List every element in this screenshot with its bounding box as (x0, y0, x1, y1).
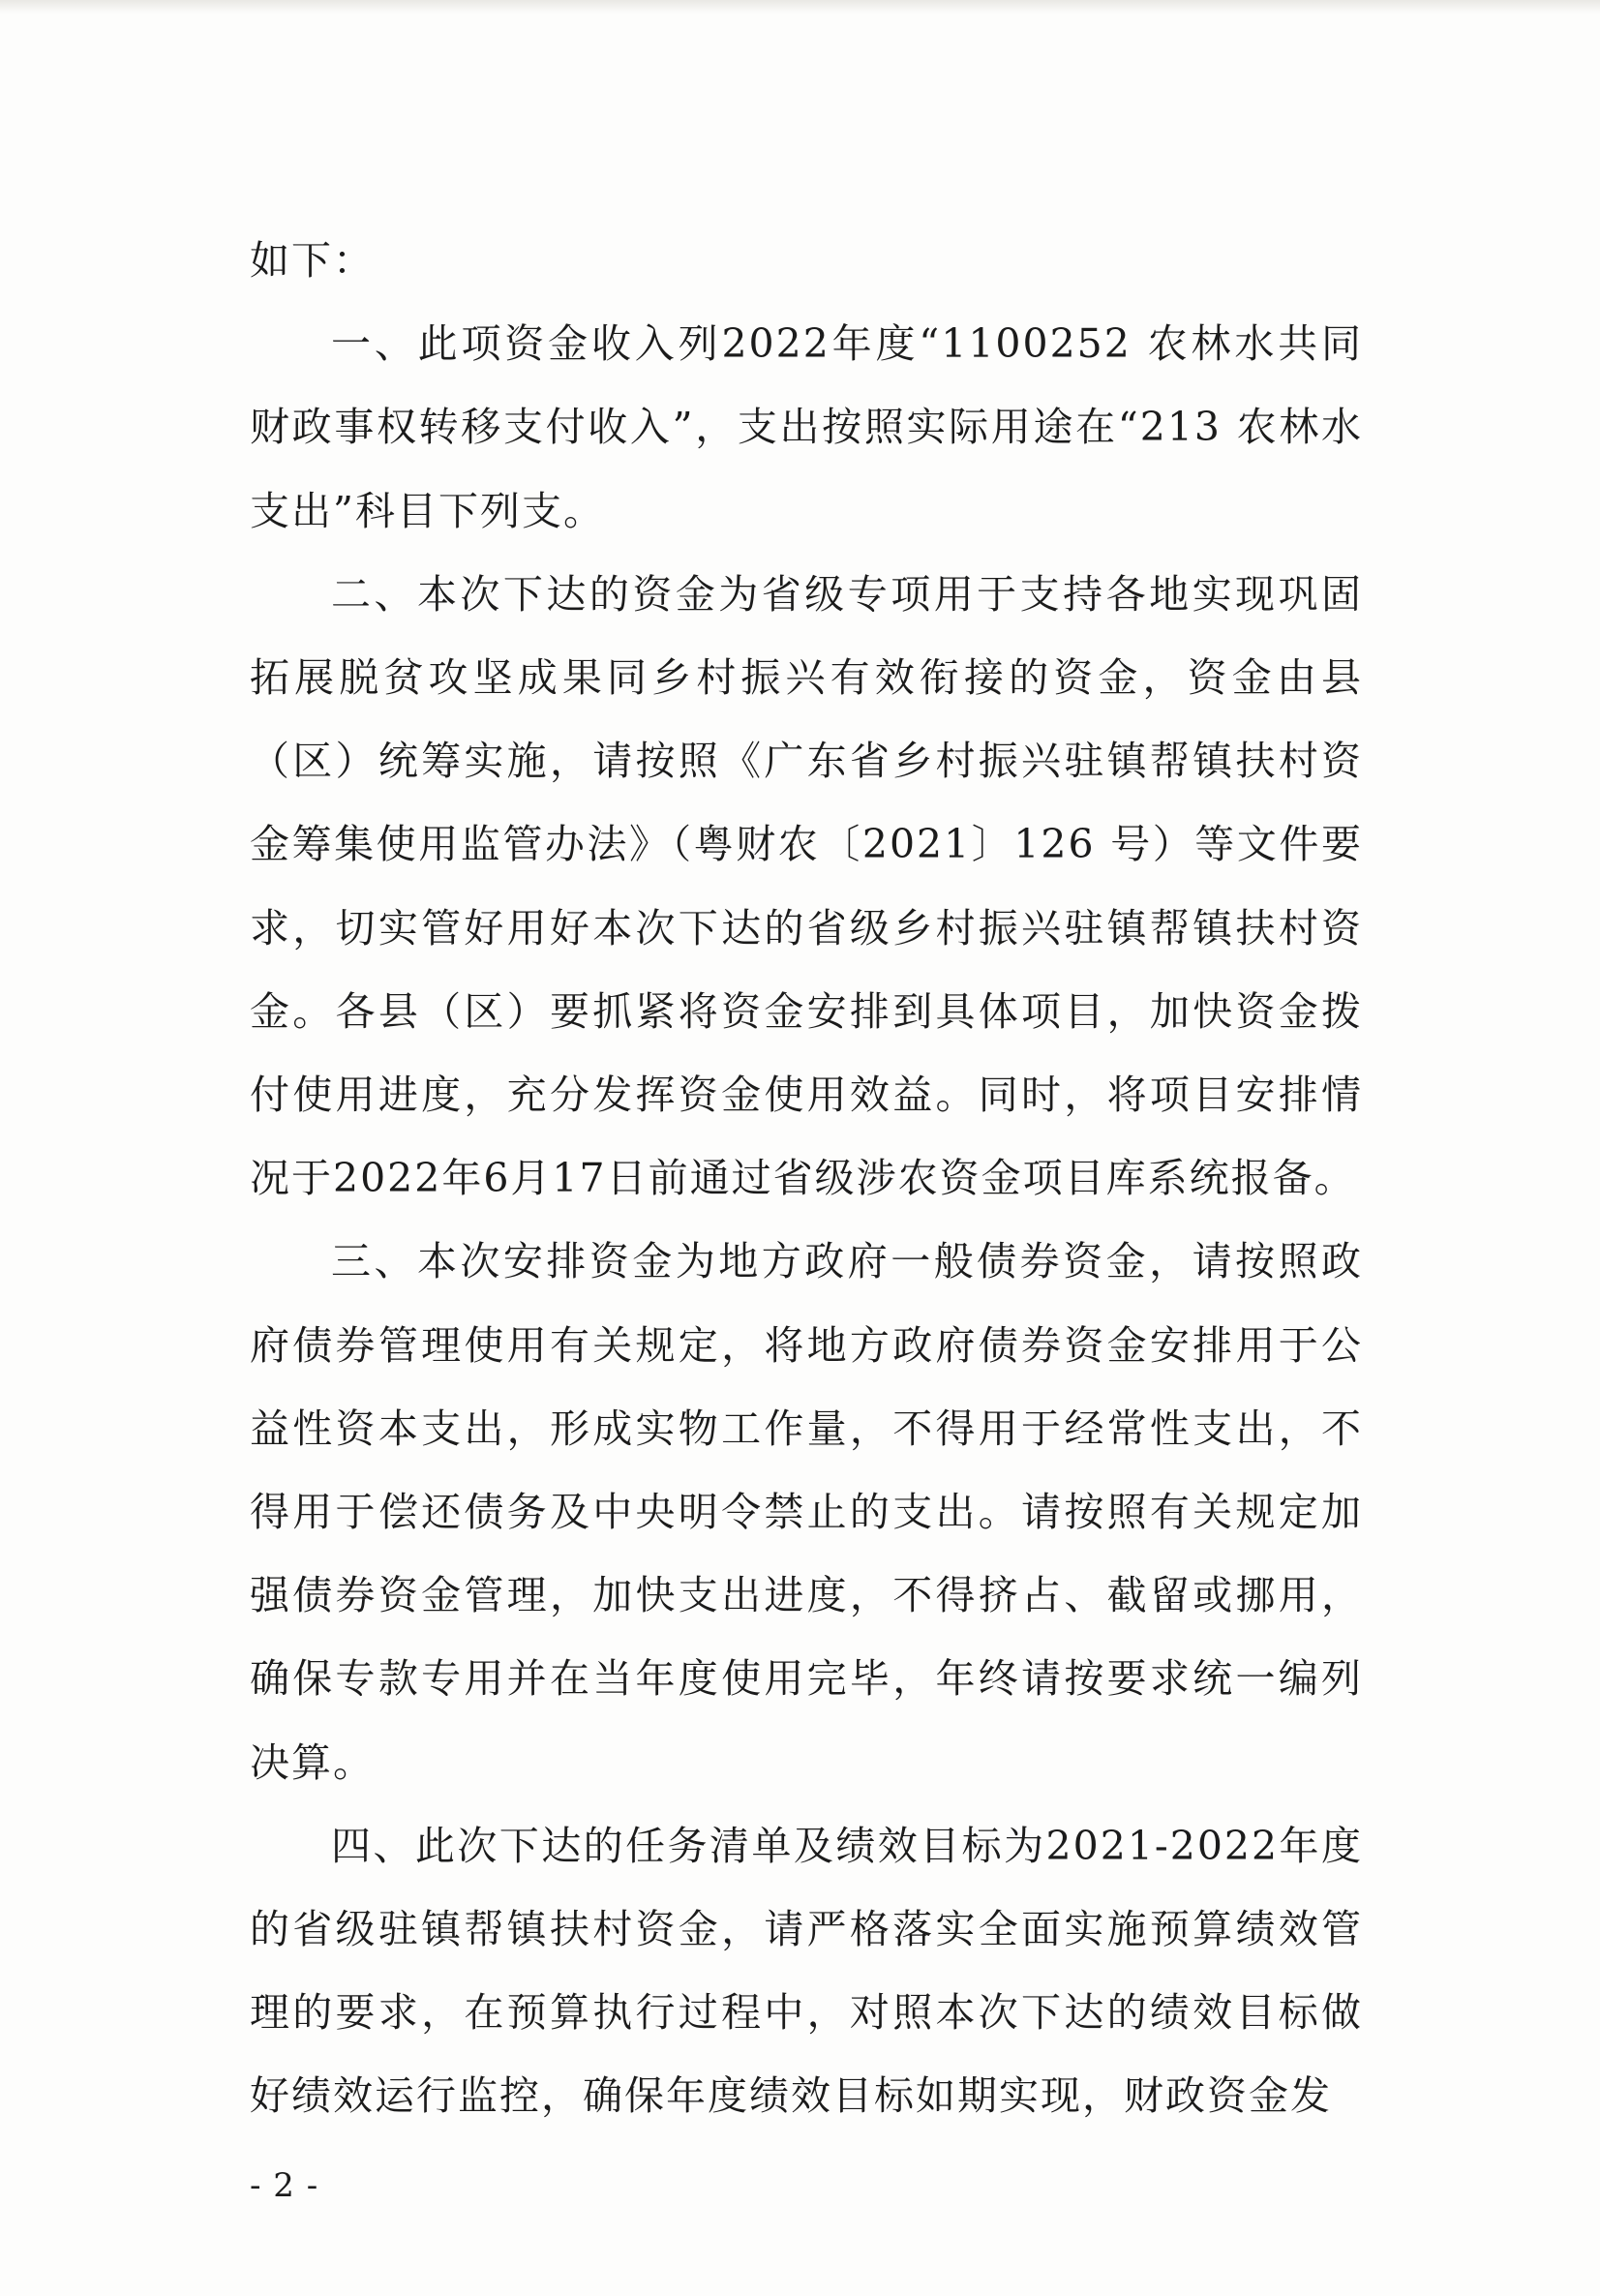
scan-edge-shade (0, 0, 1600, 14)
paragraph-item-4: 四、此次下达的任务清单及绩效目标为2021-2022年度的省级驻镇帮镇扶村资金，请严格落实全面实施预算绩效管理的要求，在预算执行过程中，对照本次下达的绩效目标做好绩效运行监控，确保年度绩效目标如期实现，财政资金发 (250, 1822, 1363, 2120)
page-number: - 2 - (250, 2166, 319, 2205)
document-body (250, 219, 1363, 2138)
paragraph-continuation: 如下： (250, 237, 375, 284)
paragraph-item-1: 一、此项资金收入列2022年度“1100252 农林水共同财政事权转移支付收入”，支出按照实际用途在“213 农林水支出”科目下列支。 (250, 320, 1363, 534)
paragraph-item-2: 二、本次下达的资金为省级专项用于支持各地实现巩固拓展脱贫攻坚成果同乡村振兴有效衔接的资金，资金由县（区）统筹实施，请按照《广东省乡村振兴驻镇帮镇扶村资金筹集使用监管办法》（粤财农〔2021〕126 号）等文件要求，切实管好用好本次下达的省级乡村振兴驻镇帮镇扶村资金。各县（区）要抓紧将资金安排到具体项目，加快资金拨付使用进度，充分发挥资金使用效益。同时，将项目安排情况于2022年6月17日前通过省级涉农资金项目库系统报备。 (250, 570, 1363, 1202)
paragraph-item-3: 三、本次安排资金为地方政府一般债券资金，请按照政府债券管理使用有关规定，将地方政府债券资金安排用于公益性资本支出，形成实物工作量，不得用于经常性支出，不得用于偿还债务及中央明令禁止的支出。请按照有关规定加强债券资金管理，加快支出进度，不得挤占、截留或挪用，确保专款专用并在当年度使用完毕，年终请按要求统一编列决算。 (250, 1238, 1363, 1786)
